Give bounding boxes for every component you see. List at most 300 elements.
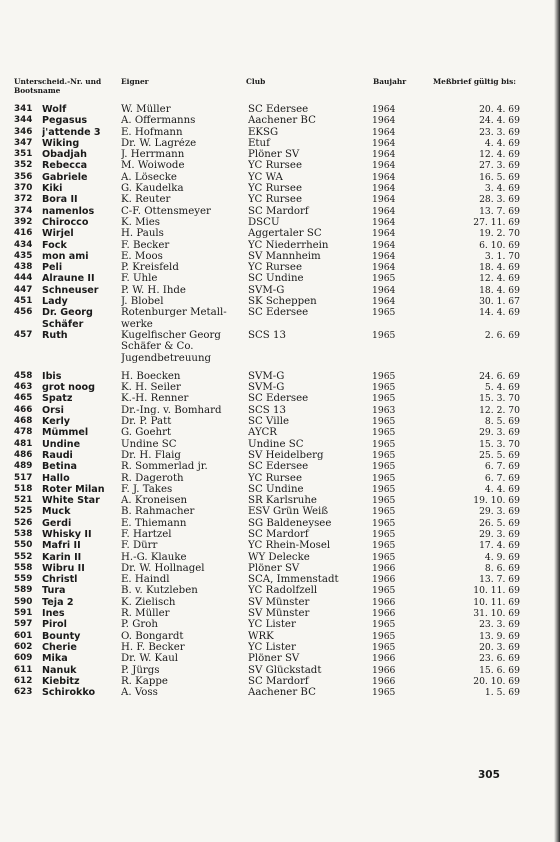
- cell-nr: 466: [14, 404, 33, 415]
- cell-year: 1965: [372, 307, 396, 319]
- cell-owner: Dr. W. Hollnagel: [121, 562, 205, 574]
- cell-boat: Peli: [42, 262, 63, 274]
- cell-valid: 4. 9. 69: [484, 551, 520, 563]
- cell-nr: 558: [14, 562, 33, 573]
- cell-year: 1965: [372, 630, 396, 642]
- table-row: [14, 217, 520, 228]
- cell-valid: 8. 6. 69: [484, 562, 520, 574]
- cell-valid: 27. 11. 69: [473, 216, 520, 228]
- cell-valid: 16. 5. 69: [479, 171, 520, 183]
- cell-year: 1965: [372, 438, 396, 450]
- cell-boat: j'attende 3: [42, 126, 101, 138]
- cell-owner: F. J. Takes: [121, 483, 173, 495]
- cell-club: YC Lister: [248, 641, 296, 653]
- cell-club: SC Edersee: [248, 307, 309, 319]
- table-row: [14, 495, 520, 506]
- cell-nr: 538: [14, 528, 33, 539]
- cell-boat: mon ami: [42, 250, 89, 262]
- cell-owner: E. Hofmann: [121, 126, 183, 138]
- cell-valid: 6. 7. 69: [484, 472, 520, 484]
- cell-year: 1964: [372, 183, 396, 195]
- cell-nr: 525: [14, 506, 33, 517]
- table-row: [14, 262, 520, 273]
- cell-owner: Kugelfischer Georg: [121, 329, 221, 341]
- cell-nr: 346: [14, 126, 33, 137]
- cell-club: EKSG: [248, 126, 279, 138]
- cell-club: SVM-G: [248, 370, 285, 382]
- cell-owner: Schäfer & Co.: [121, 341, 194, 353]
- cell-nr: 434: [14, 239, 33, 250]
- cell-year: 1963: [372, 404, 396, 416]
- table-row: [14, 307, 520, 318]
- cell-club: SC Mardorf: [248, 528, 309, 540]
- cell-nr: 341: [14, 104, 33, 114]
- cell-valid: 20. 4. 69: [479, 104, 520, 115]
- cell-year: 1965: [372, 461, 396, 473]
- cell-owner: H. Pauls: [121, 228, 164, 240]
- cell-valid: 23. 6. 69: [479, 653, 520, 665]
- cell-owner: Undine SC: [121, 438, 177, 450]
- table-row: [14, 608, 520, 619]
- cell-nr: 438: [14, 262, 33, 273]
- table-row: [14, 240, 520, 251]
- table-row: [14, 353, 520, 368]
- cell-nr: 392: [14, 216, 33, 227]
- cell-owner: A. Kroneisen: [121, 495, 188, 507]
- cell-club: Etuf: [248, 137, 270, 149]
- cell-boat: Kiki: [42, 183, 63, 195]
- cell-year: 1966: [372, 675, 396, 687]
- cell-nr: [14, 319, 42, 330]
- cell-year: [372, 353, 434, 368]
- cell-club: [248, 341, 372, 352]
- cell-valid: 18. 4. 69: [479, 262, 520, 274]
- table-row: [14, 529, 520, 540]
- cell-valid: 4. 4. 69: [484, 137, 520, 149]
- cell-year: [372, 319, 434, 330]
- cell-boat: Alraune II: [42, 273, 95, 285]
- cell-club: Plöner SV: [248, 149, 300, 161]
- cell-boat: Wirjel: [42, 228, 74, 240]
- cell-year: 1964: [372, 284, 396, 296]
- cell-owner: R. Dageroth: [121, 472, 184, 484]
- table-row: [14, 138, 520, 149]
- table-row: [14, 405, 520, 416]
- cell-club: SV Münster: [248, 596, 310, 608]
- cell-boat: Ines: [42, 608, 65, 620]
- cell-year: 1964: [372, 250, 396, 262]
- cell-club: Aachener BC: [248, 115, 316, 127]
- cell-nr: 486: [14, 449, 33, 460]
- table-row: [14, 330, 520, 341]
- cell-year: 1965: [372, 619, 396, 631]
- cell-year: 1964: [372, 126, 396, 138]
- cell-valid: 30. 1. 67: [479, 296, 520, 308]
- cell-year: 1966: [372, 574, 396, 586]
- table-row: [14, 160, 520, 171]
- cell-valid: 19. 2. 70: [479, 228, 520, 240]
- cell-club: SC Edersee: [248, 393, 309, 405]
- cell-club: SC Edersee: [248, 104, 309, 115]
- cell-nr: 481: [14, 438, 33, 449]
- cell-boat: Fock: [42, 239, 67, 251]
- cell-club: Aachener BC: [248, 687, 316, 699]
- cell-year: 1965: [372, 495, 396, 507]
- cell-club: Plöner SV: [248, 653, 300, 665]
- cell-boat: Raudi: [42, 449, 73, 461]
- cell-owner: G. Goehrt: [121, 427, 172, 439]
- table-row: [14, 585, 520, 596]
- cell-boat: namenlos: [42, 205, 95, 217]
- cell-owner: Jugendbetreuung: [121, 352, 212, 364]
- cell-year: 1965: [372, 449, 396, 461]
- cell-boat: Orsi: [42, 404, 64, 416]
- cell-boat: Schäfer: [42, 318, 84, 330]
- cell-year: 1965: [372, 506, 396, 518]
- cell-year: 1965: [372, 427, 396, 439]
- cell-club: WY Delecke: [248, 551, 310, 563]
- cell-owner: F. Becker: [121, 239, 170, 251]
- cell-nr: 597: [14, 619, 33, 630]
- cell-valid: 4. 4. 69: [484, 483, 520, 495]
- cell-year: 1965: [372, 585, 396, 597]
- cell-owner: K. H. Seiler: [121, 382, 181, 394]
- cell-owner: P. Kreisfeld: [121, 262, 179, 274]
- cell-nr: 344: [14, 115, 33, 126]
- cell-valid: 25. 5. 69: [479, 449, 520, 461]
- cell-club: [248, 353, 372, 368]
- cell-nr: 351: [14, 149, 33, 160]
- cell-valid: 13. 7. 69: [479, 205, 520, 217]
- cell-club: SV Heidelberg: [248, 449, 324, 461]
- cell-nr: 352: [14, 160, 33, 171]
- cell-valid: 19. 10. 69: [473, 495, 520, 507]
- table-row: [14, 149, 520, 160]
- cell-owner: K. Mies: [121, 216, 161, 228]
- table-row: [14, 104, 520, 115]
- header-owner: Eigner: [121, 77, 149, 86]
- cell-valid: 15. 3. 70: [479, 438, 520, 450]
- table-row: [14, 450, 520, 461]
- cell-nr: 374: [14, 205, 33, 216]
- table-row: [14, 427, 520, 438]
- table-row: [14, 416, 520, 427]
- cell-owner: R. Müller: [121, 608, 170, 620]
- cell-boat: Teja 2: [42, 596, 74, 608]
- cell-owner: A. Offermanns: [121, 115, 196, 127]
- cell-boat: Pegasus: [42, 115, 88, 127]
- cell-boat: Wolf: [42, 104, 67, 115]
- cell-boat: Gabriele: [42, 171, 88, 183]
- cell-valid: 29. 3. 69: [479, 427, 520, 439]
- table-row: [14, 228, 520, 239]
- boat-register-table: [14, 104, 520, 698]
- cell-owner: J. Blobel: [121, 296, 164, 308]
- cell-club: SC Ville: [248, 416, 289, 428]
- cell-owner: Dr. H. Flaig: [121, 449, 181, 461]
- cell-year: 1965: [372, 416, 396, 428]
- cell-nr: 521: [14, 495, 33, 506]
- cell-year: 1966: [372, 596, 396, 608]
- cell-boat: Wibru II: [42, 562, 85, 574]
- cell-year: 1964: [372, 115, 396, 127]
- cell-boat: Mafri II: [42, 540, 81, 552]
- cell-year: 1964: [372, 104, 396, 115]
- header-club: Club: [246, 77, 266, 86]
- cell-nr: 550: [14, 540, 33, 551]
- cell-club: ESV Grün Weiß: [248, 506, 329, 518]
- cell-boat: Chirocco: [42, 216, 89, 228]
- table-row: [14, 461, 520, 472]
- header-year: Baujahr: [373, 77, 407, 86]
- cell-boat: Rebecca: [42, 160, 88, 172]
- table-row: [14, 183, 520, 194]
- cell-club: SVM-G: [248, 382, 285, 394]
- table-row: [14, 473, 520, 484]
- cell-year: 1964: [372, 228, 396, 240]
- cell-club: SVM-G: [248, 284, 285, 296]
- cell-valid: 14. 4. 69: [479, 307, 520, 319]
- cell-club: AYCR: [248, 427, 277, 439]
- cell-valid: 24. 6. 69: [479, 370, 520, 382]
- cell-nr: 457: [14, 329, 33, 340]
- cell-year: 1964: [372, 137, 396, 149]
- cell-nr: 468: [14, 416, 33, 427]
- cell-owner: H.-G. Klauke: [121, 551, 187, 563]
- table-row: [14, 642, 520, 653]
- cell-nr: 372: [14, 194, 33, 205]
- cell-boat: Pirol: [42, 619, 67, 631]
- table-row: [14, 619, 520, 630]
- cell-club: YC Lister: [248, 619, 296, 631]
- cell-nr: 601: [14, 630, 33, 641]
- cell-year: 1965: [372, 528, 396, 540]
- cell-year: 1966: [372, 562, 396, 574]
- cell-nr: 517: [14, 472, 33, 483]
- cell-owner: E. Moos: [121, 250, 163, 262]
- table-row: [14, 393, 520, 404]
- cell-club: SK Scheppen: [248, 296, 317, 308]
- cell-club: SG Baldeneysee: [248, 517, 332, 529]
- cell-owner: E. Thiemann: [121, 517, 187, 529]
- cell-year: 1964: [372, 194, 396, 206]
- cell-boat: Obadjah: [42, 149, 87, 161]
- cell-valid: 24. 4. 69: [479, 115, 520, 127]
- cell-year: 1965: [372, 687, 396, 699]
- cell-valid: [434, 319, 520, 330]
- cell-year: 1965: [372, 540, 396, 552]
- cell-valid: 12. 2. 70: [479, 404, 520, 416]
- cell-year: 1965: [372, 483, 396, 495]
- cell-boat: Bora II: [42, 194, 78, 206]
- table-row: [14, 540, 520, 551]
- cell-owner: W. Müller: [121, 104, 171, 115]
- cell-year: 1964: [372, 239, 396, 251]
- cell-nr: 609: [14, 653, 33, 664]
- table-row: [14, 172, 520, 183]
- cell-valid: 12. 4. 69: [479, 273, 520, 285]
- cell-owner: O. Bongardt: [121, 630, 184, 642]
- cell-nr: 591: [14, 608, 33, 619]
- cell-year: 1966: [372, 653, 396, 665]
- cell-valid: 26. 5. 69: [479, 517, 520, 529]
- cell-nr: 489: [14, 461, 33, 472]
- cell-owner: H. F. Becker: [121, 641, 185, 653]
- cell-year: 1965: [372, 641, 396, 653]
- cell-owner: C-F. Ottensmeyer: [121, 205, 211, 217]
- table-row: [14, 676, 520, 687]
- cell-owner: G. Kaudelka: [121, 183, 184, 195]
- cell-owner: A. Voss: [121, 687, 158, 699]
- cell-club: YC WA: [248, 171, 283, 183]
- cell-year: [372, 341, 434, 352]
- cell-nr: 463: [14, 382, 33, 393]
- cell-boat: Cherie: [42, 641, 77, 653]
- cell-valid: 29. 3. 69: [479, 528, 520, 540]
- table-row: [14, 341, 520, 352]
- cell-boat: Christl: [42, 574, 78, 586]
- cell-nr: 444: [14, 273, 33, 284]
- cell-nr: 456: [14, 307, 33, 318]
- cell-valid: 1. 5. 69: [484, 687, 520, 699]
- cell-club: YC Rursee: [248, 262, 302, 274]
- cell-nr: 612: [14, 675, 33, 686]
- cell-boat: Muck: [42, 506, 71, 518]
- cell-boat: [42, 353, 121, 368]
- cell-valid: 18. 4. 69: [479, 284, 520, 296]
- cell-boat: Nanuk: [42, 664, 77, 676]
- cell-year: 1965: [372, 472, 396, 484]
- cell-club: YC Niederrhein: [248, 239, 329, 251]
- cell-club: WRK: [248, 630, 274, 642]
- table-row: [14, 687, 520, 698]
- cell-club: YC Rursee: [248, 194, 302, 206]
- cell-valid: 31. 10. 69: [473, 608, 520, 620]
- cell-boat: Dr. Georg: [42, 307, 93, 319]
- cell-valid: 20. 10. 69: [473, 675, 520, 687]
- cell-owner: F. Hartzel: [121, 528, 172, 540]
- cell-nr: 451: [14, 296, 33, 307]
- cell-year: 1966: [372, 664, 396, 676]
- table-row: [14, 367, 520, 382]
- cell-club: Plöner SV: [248, 562, 300, 574]
- cell-club: YC Radolfzell: [248, 585, 318, 597]
- cell-boat: Lady: [42, 296, 68, 308]
- cell-year: 1965: [372, 517, 396, 529]
- cell-owner: J. Herrmann: [121, 149, 185, 161]
- cell-valid: 8. 5. 69: [484, 416, 520, 428]
- cell-club: SC Undine: [248, 273, 304, 285]
- table-row: [14, 115, 520, 126]
- cell-boat: Kiebitz: [42, 675, 80, 687]
- cell-valid: 3. 4. 69: [484, 183, 520, 195]
- cell-club: SC Edersee: [248, 461, 309, 473]
- cell-nr: 435: [14, 250, 33, 261]
- table-row: [14, 319, 520, 330]
- table-row: [14, 285, 520, 296]
- cell-valid: 2. 6. 69: [484, 329, 520, 341]
- table-row: [14, 484, 520, 495]
- cell-boat: [42, 341, 121, 352]
- cell-owner: K.-H. Renner: [121, 393, 189, 405]
- cell-club: YC Rursee: [248, 160, 302, 172]
- cell-club: SC Mardorf: [248, 675, 309, 687]
- cell-owner: F. Dürr: [121, 540, 158, 552]
- cell-year: 1965: [372, 393, 396, 405]
- cell-boat: Ibis: [42, 370, 62, 382]
- cell-year: 1964: [372, 160, 396, 172]
- cell-owner: Dr. W. Lagréze: [121, 137, 197, 149]
- cell-owner: R. Kappe: [121, 675, 168, 687]
- cell-valid: 15. 6. 69: [479, 664, 520, 676]
- cell-boat: Mümmel: [42, 427, 89, 439]
- cell-valid: 13. 9. 69: [479, 630, 520, 642]
- cell-club: Undine SC: [248, 438, 304, 450]
- cell-nr: 356: [14, 171, 33, 182]
- cell-club: [248, 319, 372, 330]
- cell-nr: 416: [14, 228, 33, 239]
- cell-boat: Schirokko: [42, 687, 96, 699]
- table-row: [14, 563, 520, 574]
- table-row: [14, 518, 520, 529]
- cell-club: SCA, Immenstadt: [248, 574, 339, 586]
- cell-club: YC Rursee: [248, 183, 302, 195]
- cell-valid: 28. 3. 69: [479, 194, 520, 206]
- cell-nr: 589: [14, 585, 33, 596]
- cell-boat: White Star: [42, 495, 100, 507]
- cell-year: 1965: [372, 551, 396, 563]
- cell-owner: Dr. W. Kaul: [121, 653, 179, 665]
- cell-valid: 27. 3. 69: [479, 160, 520, 172]
- cell-nr: 370: [14, 183, 33, 194]
- cell-club: SC Undine: [248, 483, 304, 495]
- cell-valid: 23. 3. 69: [479, 619, 520, 631]
- cell-club: YC Rhein-Mosel: [248, 540, 331, 552]
- cell-club: SV Mannheim: [248, 250, 321, 262]
- cell-nr: 611: [14, 664, 33, 675]
- boat-register-body: [14, 104, 520, 698]
- cell-year: 1965: [372, 382, 396, 394]
- cell-year: 1965: [372, 370, 396, 382]
- cell-club: SCS 13: [248, 329, 286, 341]
- cell-owner: Rotenburger Metall-: [121, 307, 227, 319]
- cell-valid: 5. 4. 69: [484, 382, 520, 394]
- cell-nr: [14, 353, 42, 368]
- cell-owner: B. v. Kutzleben: [121, 585, 198, 597]
- table-row: [14, 631, 520, 642]
- cell-boat: Hallo: [42, 472, 70, 484]
- cell-club: SV Glückstadt: [248, 664, 322, 676]
- cell-boat: Kerly: [42, 416, 71, 428]
- cell-nr: 526: [14, 517, 33, 528]
- cell-valid: 13. 7. 69: [479, 574, 520, 586]
- cell-boat: Undine: [42, 438, 81, 450]
- table-row: [14, 552, 520, 563]
- cell-year: 1966: [372, 608, 396, 620]
- cell-owner: P. Groh: [121, 619, 158, 631]
- cell-boat: Schneuser: [42, 284, 99, 296]
- cell-boat: Tura: [42, 585, 66, 597]
- cell-owner: P. Jürgs: [121, 664, 160, 676]
- cell-year: 1964: [372, 171, 396, 183]
- cell-valid: 23. 3. 69: [479, 126, 520, 138]
- cell-nr: 347: [14, 137, 33, 148]
- cell-nr: 518: [14, 483, 33, 494]
- cell-valid: 6. 10. 69: [479, 239, 520, 251]
- table-row: [14, 127, 520, 138]
- cell-owner: B. Rahmacher: [121, 506, 195, 518]
- cell-valid: 20. 3. 69: [479, 641, 520, 653]
